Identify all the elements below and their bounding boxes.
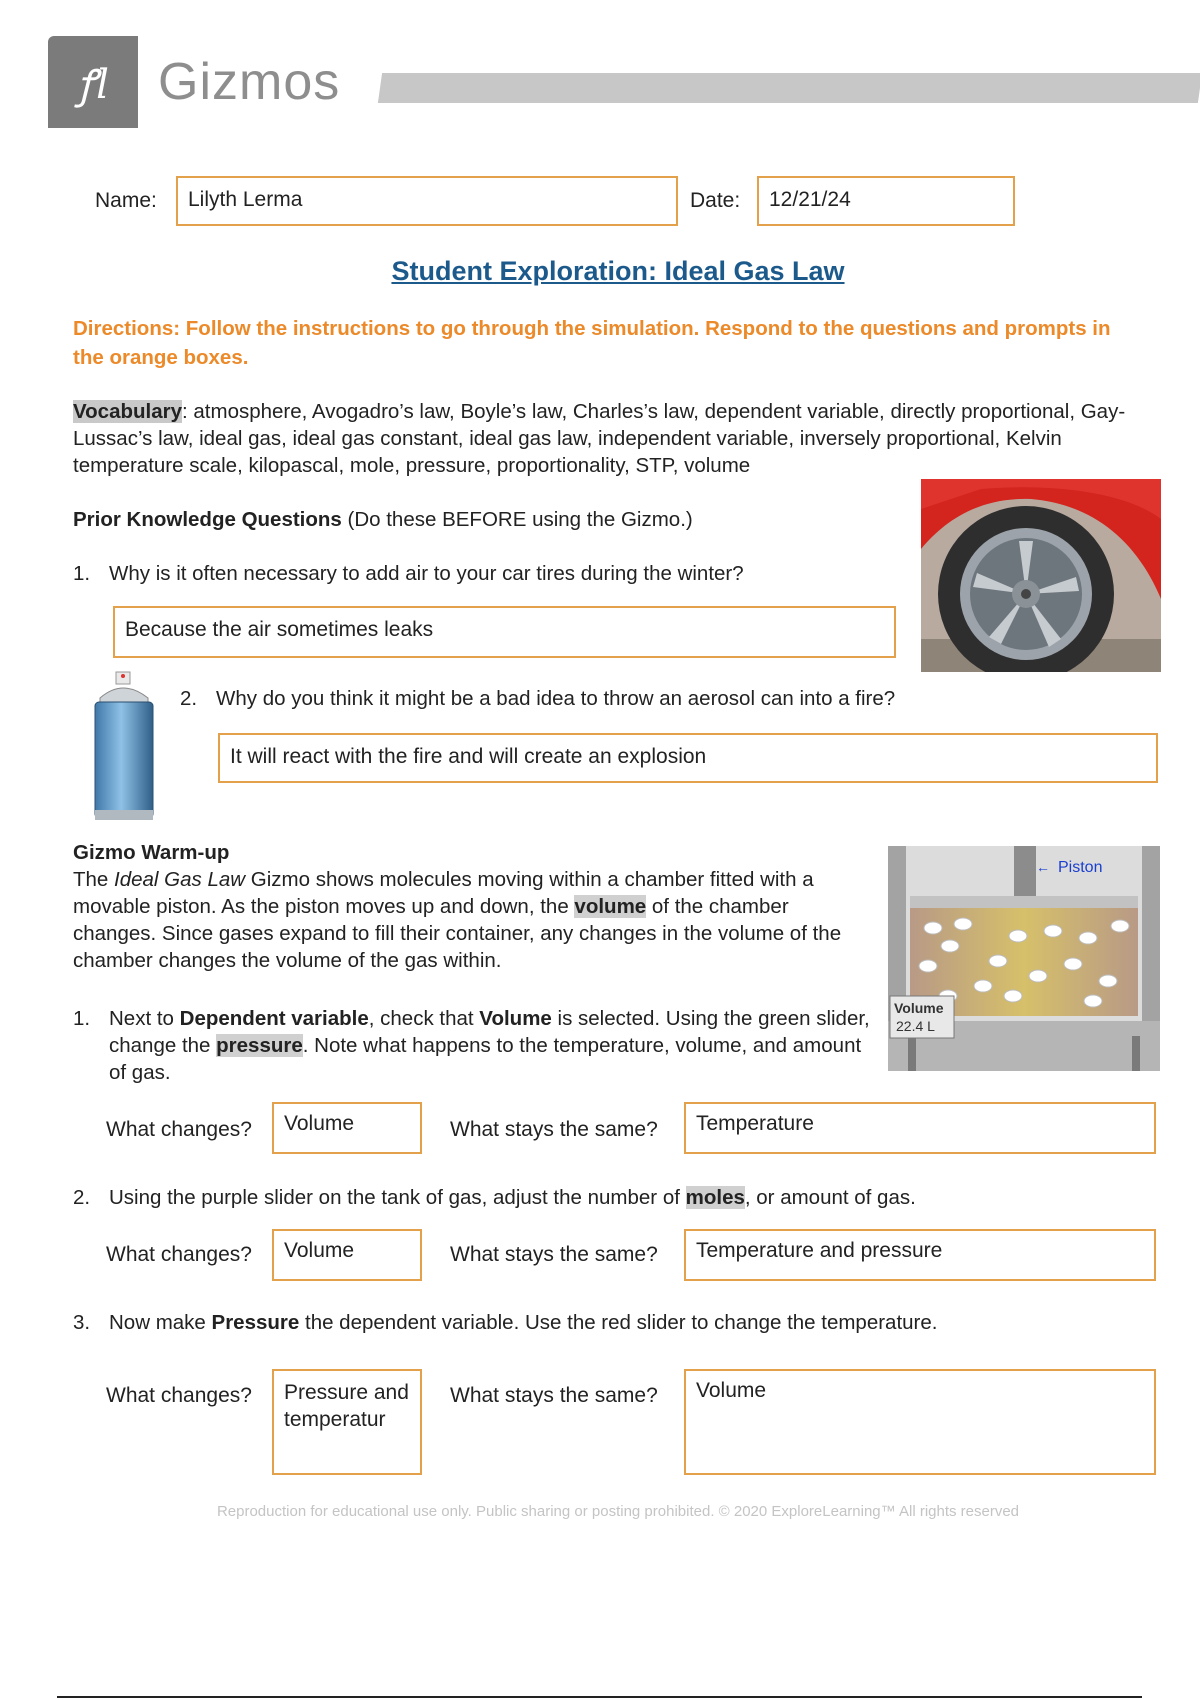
page-title: Student Exploration: Ideal Gas Law (391, 256, 845, 286)
vocabulary (73, 398, 1173, 479)
name-field[interactable]: Lilyth Lerma (176, 176, 678, 226)
volume-label: Volume (894, 1000, 944, 1016)
date-field[interactable]: 12/21/24 (757, 176, 1015, 226)
aerosol-can-image (90, 668, 158, 824)
prior-knowledge-heading: Prior Knowledge Questions (Do these BEFORE using the Gizmo.) (73, 508, 693, 531)
volume-value: 22.4 L (896, 1018, 935, 1034)
prior-answer-1[interactable]: Because the air sometimes leaks (113, 606, 896, 658)
q2-same-label: What stays the same? (450, 1243, 658, 1266)
warmup-question-3: 3. Now make Pressure the dependent variable. Use the red slider to change the temperature. (73, 1311, 938, 1334)
directions: Directions: Follow the instructions to go through the simulation. Respond to the questions and prompts in the orange boxes. (73, 317, 1111, 369)
car-tire-image (921, 479, 1161, 672)
q1-same-label: What stays the same? (450, 1118, 658, 1141)
q3-same-field[interactable]: Volume (684, 1369, 1156, 1475)
header-bar (378, 73, 1200, 103)
warmup-question-1: 1. Next to Dependent variable, check that Volume is selected. Using the green slider, change the pressure. Note what happens to the temperature, volume, and amount of gas. (73, 1007, 870, 1084)
q2-changes-field[interactable]: Volume (272, 1229, 422, 1281)
q3-changes-label: What changes? (106, 1384, 252, 1407)
date-label: Date: (690, 189, 741, 212)
warmup-question-2: 2. Using the purple slider on the tank of gas, adjust the number of moles, or amount of gas. (73, 1186, 916, 1209)
svg-text:←: ← (1036, 859, 1050, 875)
vocabulary-label: Vocabulary (73, 400, 182, 423)
gizmos-logo-icon (48, 36, 138, 128)
vocabulary-text: : atmosphere, Avogadro’s law, Boyle’s law, Charles’s law, dependent variable, directly proportional, Gay-Lussac’s law, ideal gas, ideal gas constant, ideal gas law, independent variable, inversely proportional, Kelvin temperature scale, kilopascal, mole, pressure, proportionality, STP, volume (73, 400, 1126, 477)
footer-copyright: Reproduction for educational use only. Public sharing or posting prohibited. © 2020 ExploreLearning™ All rights reserved (216, 1503, 1020, 1520)
q1-changes-field[interactable]: Volume (272, 1102, 422, 1154)
gas-chamber-image (888, 846, 1160, 1071)
q2-changes-label: What changes? (106, 1243, 252, 1266)
logo-glyph: ꝭl (77, 61, 109, 108)
prior-answer-2[interactable]: It will react with the fire and will create an explosion (218, 733, 1158, 783)
q1-same-field[interactable]: Temperature (684, 1102, 1156, 1154)
q1-changes-label: What changes? (106, 1118, 252, 1141)
q3-same-label: What stays the same? (450, 1384, 658, 1407)
brand-name: Gizmos (158, 53, 341, 111)
q2-same-field[interactable]: Temperature and pressure (684, 1229, 1156, 1281)
prior-question-2: 2. Why do you think it might be a bad idea to throw an aerosol can into a fire? (180, 687, 896, 710)
q3-changes-field[interactable]: Pressure and temperatur (272, 1369, 422, 1475)
bottom-divider (57, 1696, 1142, 1698)
name-label: Name: (95, 189, 157, 212)
piston-label: Piston (1058, 859, 1103, 876)
warmup-heading: Gizmo Warm-up (73, 841, 230, 864)
warmup-paragraph: The Ideal Gas Law Gizmo shows molecules moving within a chamber fitted with a movable piston. As the piston moves up and down, the volume of the chamber changes. Since gases expand to fill their container, any changes in the volume of the chamber changes the volume of the gas within. (73, 868, 842, 972)
prior-question-1: 1. Why is it often necessary to add air to your car tires during the winter? (73, 562, 744, 585)
